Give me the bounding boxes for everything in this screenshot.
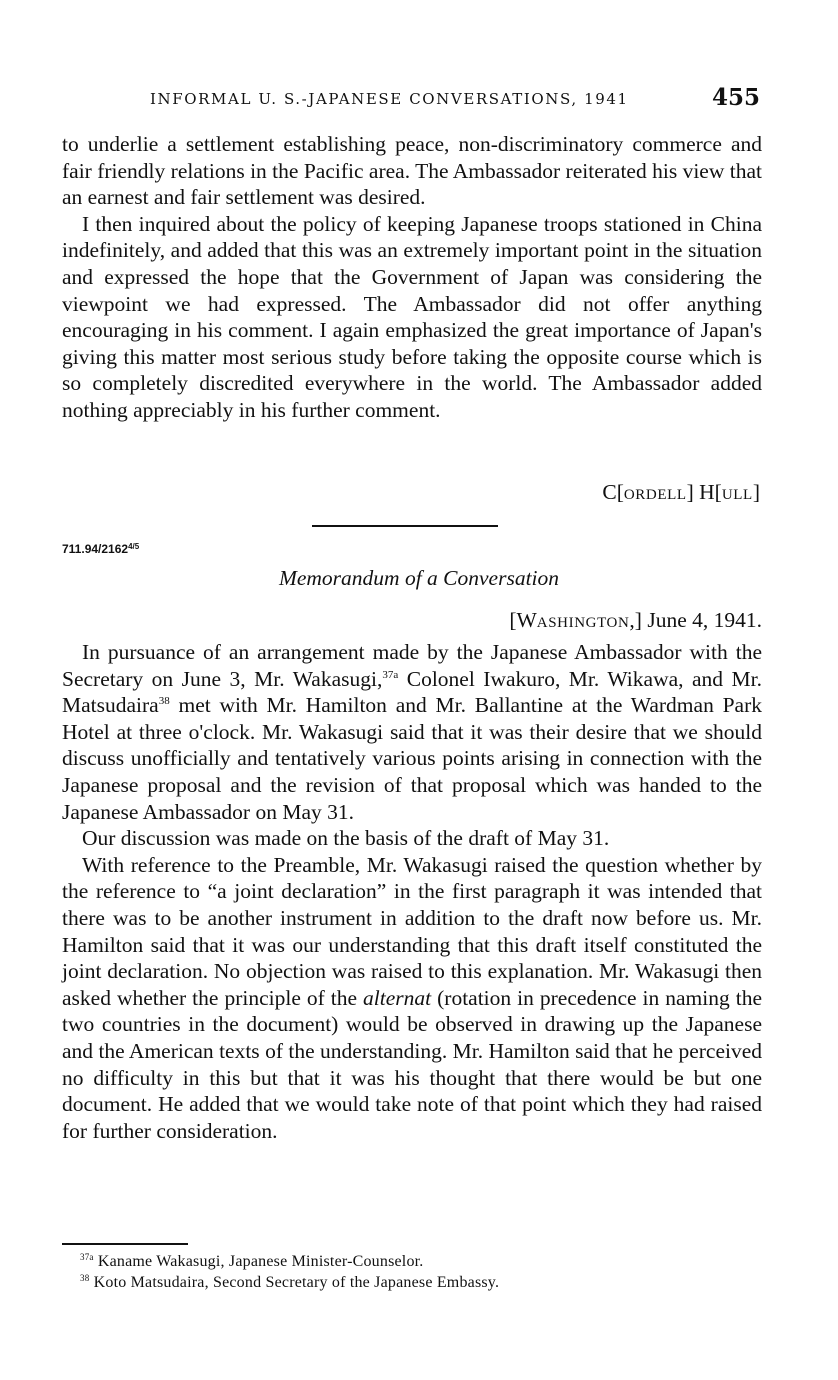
section-2-text (62, 639, 762, 1144)
footnote: $^{38}$ Koto Matsudaira, Second Secretary of the Japanese Embassy. (80, 1273, 500, 1291)
paragraph: Our discussion was made on the basis of the draft of May 31. (82, 826, 610, 851)
paragraph: to underlie a settlement establishing peace, non-discriminatory commerce and fair friendly relations in the Pacific area. The Ambassador reiterated his view that an earnest and fair settlement was desired. (62, 132, 762, 210)
footnote: $^{37a}$ Kaname Wakasugi, Japanese Minister-Counselor. (80, 1252, 424, 1270)
page-number: 455 (711, 84, 760, 111)
paragraph: With reference to the Preamble, Mr. Wakasugi raised the question whether by the reference to “a joint declaration” in the first paragraph it was intended that there was to be another instrument in addition to the draft now before us. Mr. Hamilton said that it was our understanding that this draft itself constituted the joint declaration. No objection was raised to this explanation. Mr. Wakasugi then asked whether the principle of the alternat (rotation in precedence in naming the two countries in the document) would be observed in drawing up the Japanese and the American texts of the understanding. Mr. Hamilton said that he perceived no difficulty in this but that it was his thought that there would be but one document. He added that we would take note of that point which they had raised for further consideration. (62, 852, 762, 1143)
running-title: INFORMAL U. S.-JAPANESE CONVERSATIONS, 1941 (150, 90, 629, 108)
file-number: $711.94/2162^{4/5}$ (62, 542, 140, 556)
paragraph: In pursuance of an arrangement made by the Japanese Ambassador with the Secretary on June 3, Mr. Wakasugi,$^{37a}$ Colonel Iwakuro, Mr. Wikawa, and Mr. Matsudaira$^{38}$ met with Mr. Hamilton and Mr. Ballantine at the Wardman Park Hotel at three o'clock. Mr. Wakasugi said that it was their desire that we should discuss unofficially and tentatively various points arising in connection with the Japanese proposal and the revision of that proposal which was handed to the Japanese Ambassador on May 31. (62, 640, 763, 824)
signature: C[ORDELL] H[ULL] (602, 480, 760, 504)
section-divider (312, 525, 498, 527)
paragraph: I then inquired about the policy of keeping Japanese troops stationed in China indefinitely, and added that this was an extremely important point in the situation and expressed the hope that the Government of Japan was considering the viewpoint we had expressed. The Ambassador did not offer anything encouraging in his comment. I again emphasized the great importance of Japan's giving this matter most serious study before taking the opposite course which is so completely discredited everywhere in the world. The Ambassador added nothing appreciably in his further comment. (62, 211, 762, 422)
footnote-ref: 37a (382, 668, 399, 681)
footnote-ref: 38 (158, 695, 170, 708)
section-1-text (62, 131, 762, 424)
running-head (150, 84, 770, 114)
memo-title: Memorandum of a Conversation (278, 566, 560, 590)
footnotes (80, 1251, 499, 1293)
footnote-divider (62, 1243, 188, 1245)
dateline: [WASHINGTON,] June 4, 1941. (509, 608, 762, 632)
